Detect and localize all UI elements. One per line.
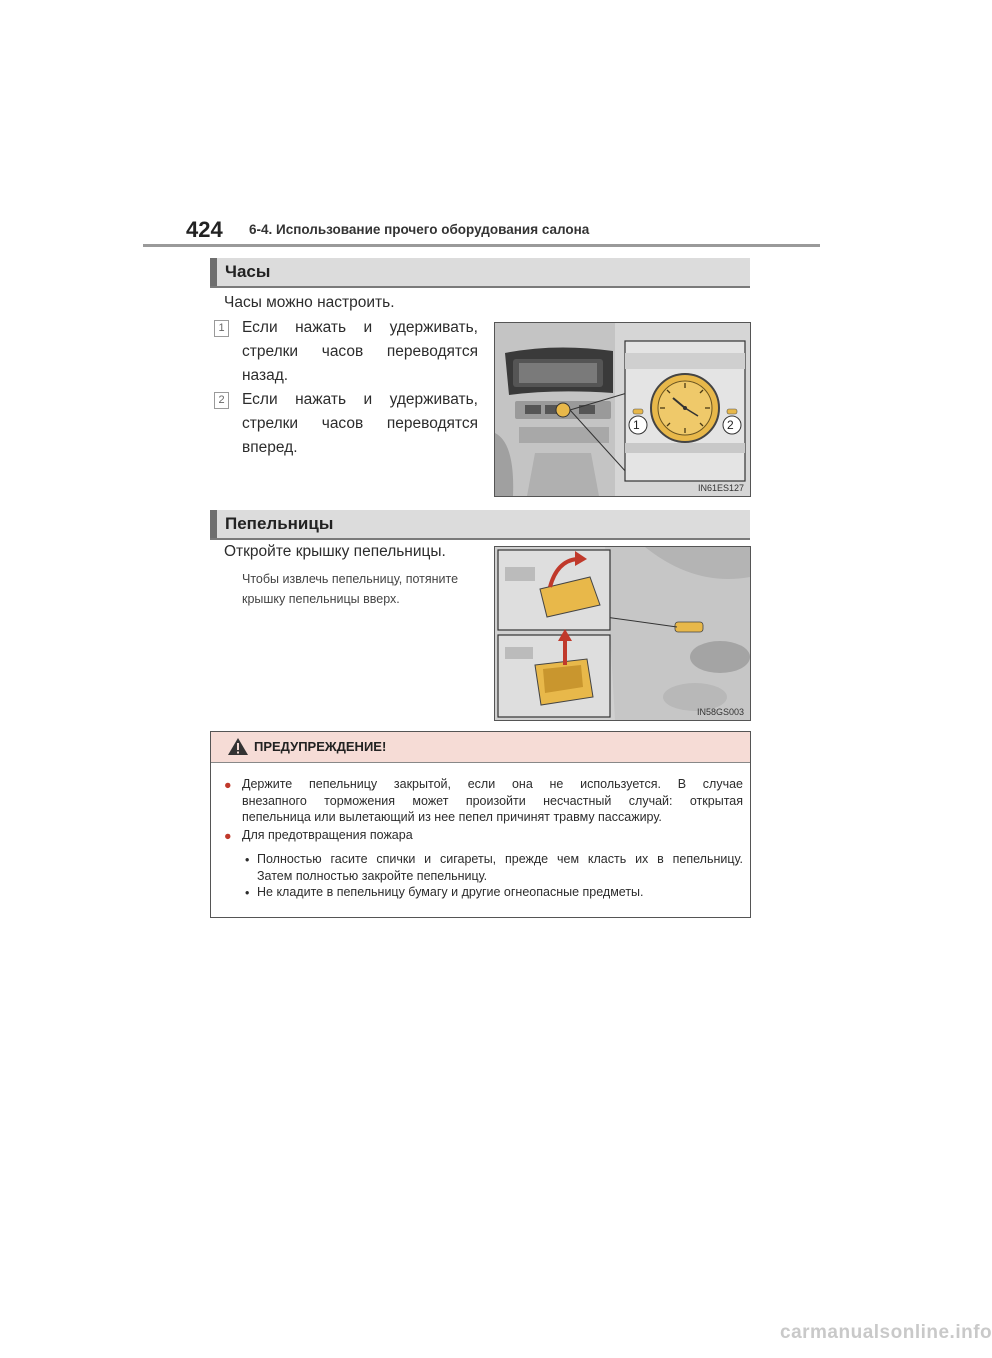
warning-box [210, 731, 751, 918]
text-line: Затем полностью закройте пепельницу. [257, 868, 488, 883]
text-line: Полностью гасите спички и сигареты, прежде чем класть их в пепельницу. [257, 852, 743, 866]
section-marker [210, 510, 217, 538]
image-code: IN61ES127 [697, 483, 744, 493]
warning-paragraph-1 [242, 776, 743, 826]
section-header-clock [210, 258, 750, 288]
clock-item-2 [242, 388, 478, 460]
text-line: Если нажать и удерживать, [242, 391, 478, 408]
item-number-1-icon: 1 [214, 320, 229, 337]
warning-subitem-2 [257, 884, 743, 901]
note-line: Чтобы извлечь пепельницу, потяните [242, 572, 459, 586]
warning-triangle-icon [227, 737, 249, 756]
item-number-2-icon: 2 [214, 392, 229, 409]
bullet-icon: ● [224, 829, 232, 843]
image-code: IN58GS003 [696, 707, 744, 717]
section-title-clock: Часы [225, 262, 271, 281]
text-line: Не кладите в пепельницу бумагу и другие огнеопасные предметы. [257, 885, 644, 899]
text-line: пепельница или вылетающий из нее пепел причинят травму пассажиру. [242, 810, 662, 824]
warning-subitem-1 [257, 851, 743, 884]
ashtray-intro-text: Откройте крышку пепельницы. [224, 543, 446, 560]
callout-2-label: 2 [727, 418, 734, 432]
clock-item-1 [242, 316, 478, 388]
header-divider [143, 244, 820, 247]
ashtray-note [242, 569, 482, 609]
ashtray-drawing [495, 547, 750, 720]
text-line: назад. [242, 367, 289, 384]
text-line: стрелки часов переводятся [242, 415, 478, 432]
warning-header [211, 732, 750, 763]
section-header-ashtray [210, 510, 750, 540]
section-marker [210, 258, 217, 286]
note-line: крышку пепельницы вверх. [242, 592, 400, 606]
chapter-title: 6-4. Использование прочего оборудования салона [249, 222, 590, 237]
text-line: внезапного торможения может произойти несчастный случай: открытая [242, 793, 743, 808]
watermark: carmanualsonline.info [780, 1322, 992, 1343]
callout-1-label: 1 [633, 418, 640, 432]
clock-intro-text: Часы можно настроить. [224, 294, 395, 311]
text-line: стрелки часов переводятся [242, 343, 478, 360]
text-line: вперед. [242, 439, 298, 456]
page-number: 424 [186, 217, 223, 242]
sub-bullet-dot: • [245, 853, 250, 867]
sub-bullet-dot: • [245, 886, 250, 900]
text-line: Если нажать и удерживать, [242, 319, 478, 336]
clock-illustration [494, 322, 751, 497]
dashboard-clock-drawing [495, 323, 750, 496]
text-line: Держите пепельницу закрытой, если она не используется. В случае [242, 777, 743, 791]
warning-paragraph-2 [242, 827, 743, 844]
section-title-ashtray: Пепельницы [225, 514, 334, 533]
text-line: Для предотвращения пожара [242, 828, 413, 842]
bullet-icon: ● [224, 778, 232, 792]
warning-title: ПРЕДУПРЕЖДЕНИЕ! [254, 739, 387, 754]
ashtray-illustration [494, 546, 751, 721]
